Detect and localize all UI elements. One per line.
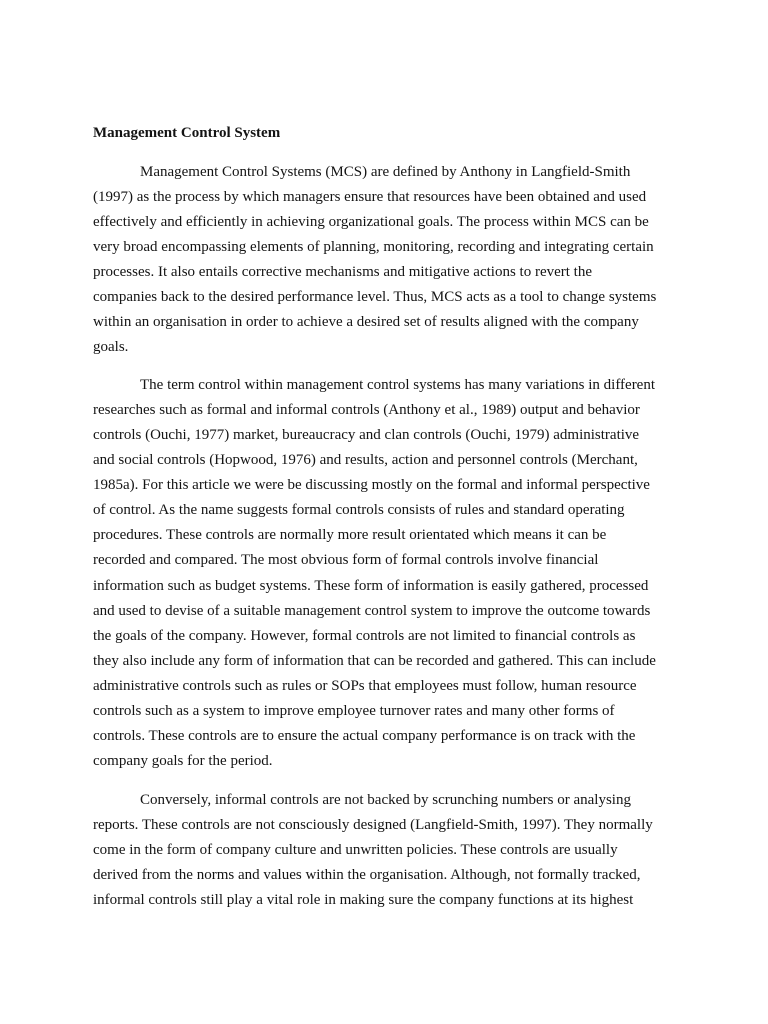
- paragraph-line: of control. As the name suggests formal controls consists of rules and standard operating: [93, 502, 625, 518]
- paragraph-line: administrative controls such as rules or SOPs that employees must follow, human resource: [93, 678, 637, 694]
- paragraph-line: controls. These controls are to ensure the actual company performance is on track with the: [93, 728, 636, 744]
- paragraph-line: derived from the norms and values within the organisation. Although, not formally tracked,: [93, 867, 641, 883]
- paragraph-line: controls (Ouchi, 1977) market, bureaucracy and clan controls (Ouchi, 1979) administrative: [93, 427, 640, 443]
- paragraph-line: Conversely, informal controls are not backed by scrunching numbers or analysing: [140, 792, 631, 808]
- paragraph-line: 1985a). For this article we were be discussing mostly on the formal and informal perspective: [93, 477, 650, 493]
- paragraph-line: within an organisation in order to achieve a desired set of results aligned with the company: [93, 314, 639, 330]
- paragraph-line: and social controls (Hopwood, 1976) and results, action and personnel controls (Merchant,: [93, 452, 638, 468]
- paragraph-line: recorded and compared. The most obvious form of formal controls involve financial: [93, 552, 599, 568]
- paragraph-line: procedures. These controls are normally more result orientated which means it can be: [93, 527, 607, 543]
- paragraph-line: processes. It also entails corrective mechanisms and mitigative actions to revert the: [93, 264, 592, 280]
- paragraph-line: company goals for the period.: [93, 753, 273, 769]
- paragraph-line: come in the form of company culture and unwritten policies. These controls are usually: [93, 842, 618, 858]
- paragraph-line: researches such as formal and informal controls (Anthony et al., 1989) output and behavior: [93, 402, 640, 418]
- paragraph-line: reports. These controls are not consciously designed (Langfield-Smith, 1997). They normally: [93, 817, 653, 833]
- paragraph-line: The term control within management control systems has many variations in different: [140, 377, 656, 393]
- paragraph-line: informal controls still play a vital role in making sure the company functions at its highest: [93, 892, 634, 908]
- paragraph-line: Management Control Systems (MCS) are defined by Anthony in Langfield-Smith: [140, 164, 631, 180]
- paragraph-line: information such as budget systems. These form of information is easily gathered, processed: [93, 578, 649, 594]
- document-heading: Management Control System: [93, 125, 281, 141]
- paragraph-line: goals.: [93, 339, 129, 355]
- paragraph-line: effectively and efficiently in achieving organizational goals. The process within MCS can be: [93, 214, 649, 230]
- paragraph-line: controls such as a system to improve employee turnover rates and many other forms of: [93, 703, 615, 719]
- paragraph-line: very broad encompassing elements of planning, monitoring, recording and integrating certain: [93, 239, 654, 255]
- paragraph-line: they also include any form of information that can be recorded and gathered. This can include: [93, 653, 656, 669]
- paragraph-line: and used to devise of a suitable management control system to improve the outcome towards: [93, 603, 651, 619]
- paragraph-line: companies back to the desired performance level. Thus, MCS acts as a tool to change systems: [93, 289, 657, 305]
- paragraph-line: (1997) as the process by which managers ensure that resources have been obtained and used: [93, 189, 647, 205]
- paragraph-line: the goals of the company. However, formal controls are not limited to financial controls as: [93, 628, 636, 644]
